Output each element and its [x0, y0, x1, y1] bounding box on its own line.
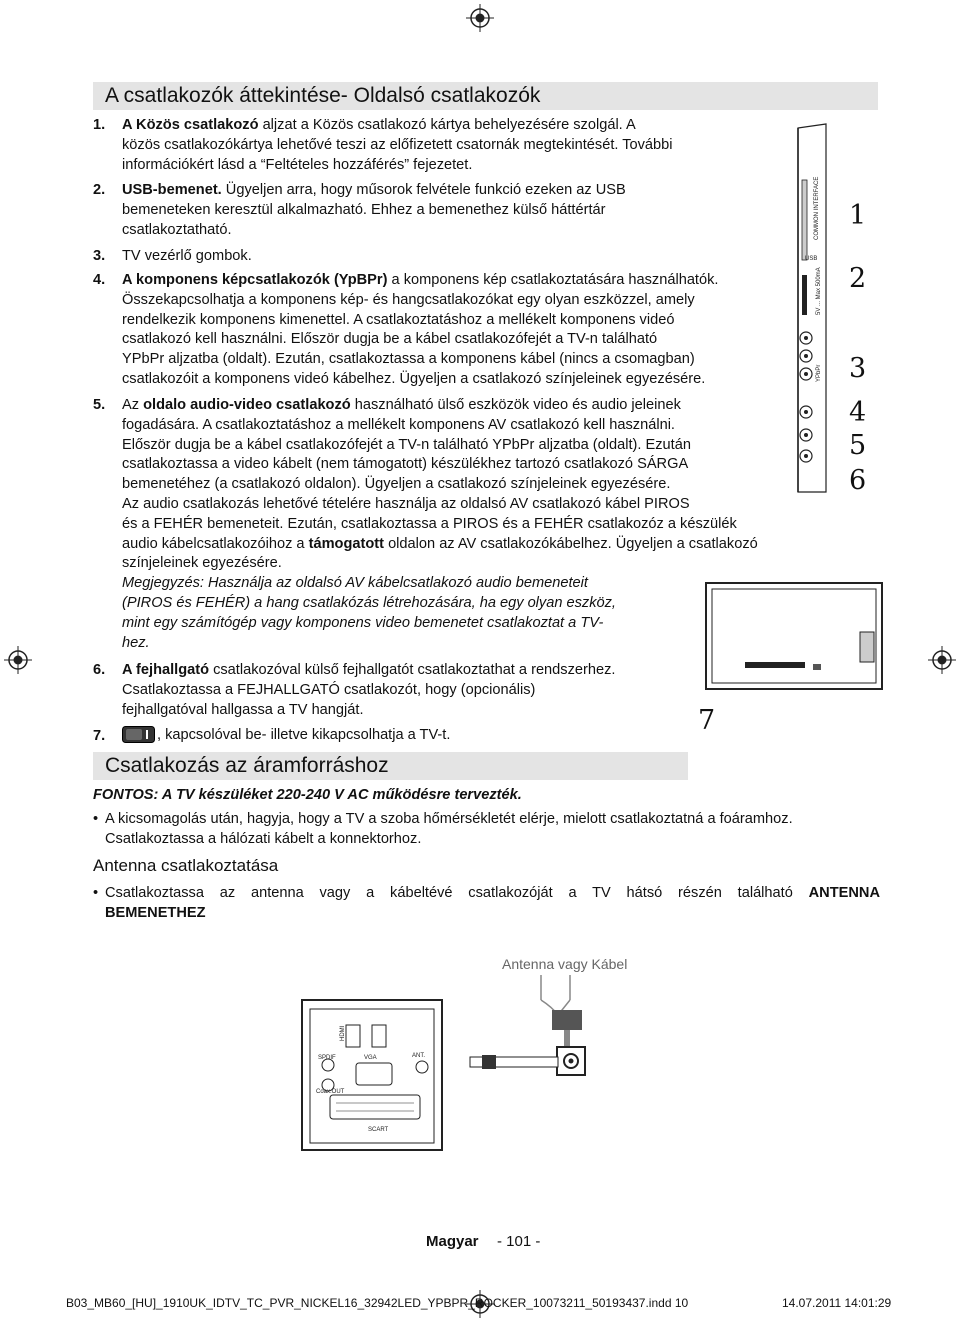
usb-label: USB [805, 256, 818, 262]
callout-4: 4 [849, 397, 867, 428]
item-1-text: A Közös csatlakozó aljzat a Közös csatlakozó kártya behelyezésére szolgál. A közös csatlakozókártya lehetővé teszi az előfizetett csatornák megtekintését. További információkért lásd a “Feltételes hozzáférés” fejezetet. [122, 117, 673, 173]
vga-label: VGA [364, 1055, 377, 1061]
item-number-4: 4. [93, 272, 106, 288]
item-number-6: 6. [93, 662, 106, 678]
item-number-3: 3. [93, 248, 106, 264]
callout-1: 1 [849, 200, 867, 231]
spdif-label: SPDIF [318, 1055, 336, 1061]
usb-spec-label: 5V ... Max 500mA [816, 267, 822, 315]
antenna-label: Antenna vagy Kábel [502, 956, 628, 972]
footer-language: Magyar [426, 1233, 479, 1250]
important-note: FONTOS: A TV készüléket 220-240 V AC működésre tervezték. [93, 787, 522, 803]
callout-2: 2 [849, 263, 867, 294]
ypbpr-label: YPbPr [816, 364, 822, 382]
back-panel-diagram [300, 975, 630, 1155]
footer-date: 14.07.2011 14:01:29 [782, 1296, 892, 1310]
callout-6: 6 [849, 465, 867, 496]
power-bullet: • A kicsomagolás után, hagyja, hogy a TV a szoba hőmérsékletét elérje, mielott csatlakoztatná a foáramhoz. Csatlakoztassa a hálózati kábelt a konnektorhoz. [93, 811, 793, 847]
callout-7: 7 [698, 705, 716, 736]
bullet-icon: • [93, 885, 99, 901]
common-interface-label: COMMON INTERFACE [814, 176, 820, 240]
item-5-text: Az oldalo audio-video csatlakozó használható ülső eszközök video és audio jeleinek fogadására. A csatlakoztatáshoz a mellékelt komponens AV csatlakozó kell használni. Először dugja be a kábel csatlakozófejét a TV-n található YPbPr aljzatba (oldalt). Ezután csatlakoztassa a video kábelt (nem támogatott) készülékhez tartozó csatlakozó SÁRGA bemenetéhez (a csatlakozó oldalon). Ügyeljen a csatlakozó színjeleinek egyezésére. Az audio csatlakozás lehetővé tételére használja az oldalsó AV csatlakozó kábel PIROS és a FEHÉR bemeneteit. Ezután, csatlakoztassa a PIROS és a FEHÉR csatlakozóz a készülék audio kábelcsatlakozóihoz a támogatott oldalon az AV csatlakozókábelhez. Ügyeljen a csatlakozó színjeleinek egyezésére. Megjegyzés: Használja az oldalsó AV kábelcsatlakozó audio bemeneteit (PIROS és FEHÉR) a hang csatlakózás létrehozására, ha egy olyan eszköz, mint egy számítógép vagy komponens video bemenetet csatlakoztat a TV- hez. [122, 397, 758, 651]
side-connector-panel-diagram [790, 120, 900, 500]
item-2-text: USB-bemenet. Ügyeljen arra, hogy műsorok felvétele funkció ezeken az USB bemeneteken keresztül alkalmazható. Ehhez a bemenethez külső háttértár csatlakoztatható. [122, 182, 626, 238]
registration-mark-top [466, 4, 494, 32]
callout-5: 5 [849, 430, 867, 461]
bullet-icon: • [93, 811, 99, 827]
item-6-text: A fejhallgató csatlakozóval külső fejhallgatót csatlakoztathat a rendszerhez. Csatlakoztassa a FEJHALLGATÓ csatlakozót, hogy (opcionális) fejhallgatóval hallgassa a TV hangját. [122, 662, 616, 718]
item-4-text: A komponens képcsatlakozók (YpBPr) a komponens kép csatlakoztatására használhatók. Összekapcsolhatja a komponens kép- és hangcsatlakozókat egy olyan eszközzel, amely rendelkezik komponens kimenettel. A csatlakoztatáshoz a mellékelt komponens videó csatlakozó kell használni. Először dugja be a kábel csatlakozófejét a TV-n található YPbPr aljzatba (oldalt). Ezután, csatlakoztassa a komponens kábel (nincs a csomagban) csatlakozóit a komponens videó kábelhez. Ügyeljen a csatlakozó színjeleinek egyezésére. [122, 272, 719, 387]
antenna-heading: Antenna csatlakoztatása [93, 856, 279, 875]
registration-mark-left [4, 646, 32, 674]
scart-label: SCART [368, 1127, 389, 1133]
tv-front-diagram [705, 582, 885, 700]
power-heading: Csatlakozás az áramforráshoz [105, 754, 389, 777]
power-switch-icon [122, 726, 155, 743]
item-number-7: 7. [93, 728, 106, 744]
item-number-2: 2. [93, 182, 106, 198]
callout-3: 3 [849, 353, 867, 384]
item-7-text: , kapcsolóval be- illetve kikapcsolhatja a TV-t. [157, 727, 451, 743]
page-title: A csatlakozók áttekintése- Oldalsó csatlakozók [105, 84, 541, 107]
footer-file-name: B03_MB60_[HU]_1910UK_IDTV_TC_PVR_NICKEL16_32942LED_YPBPR_ROCKER_10073211_50193437.indd 10 [66, 1296, 689, 1310]
coax-label: Coax.OUT [316, 1089, 345, 1095]
antenna-bullet: • Csatlakoztassa az antenna vagy a kábeltévé csatlakozóját a TV hátsó részén található ANTENNA BEMENETHEZ [93, 885, 880, 921]
item-3-text: TV vezérlő gombok. [122, 248, 252, 264]
hdmi-label: HDMI [340, 1025, 346, 1041]
item-number-5: 5. [93, 397, 106, 413]
footer-page-number: - 101 - [497, 1233, 541, 1250]
item-number-1: 1. [93, 117, 106, 133]
registration-mark-right [928, 646, 956, 674]
ant-label: ANT. [412, 1053, 426, 1059]
